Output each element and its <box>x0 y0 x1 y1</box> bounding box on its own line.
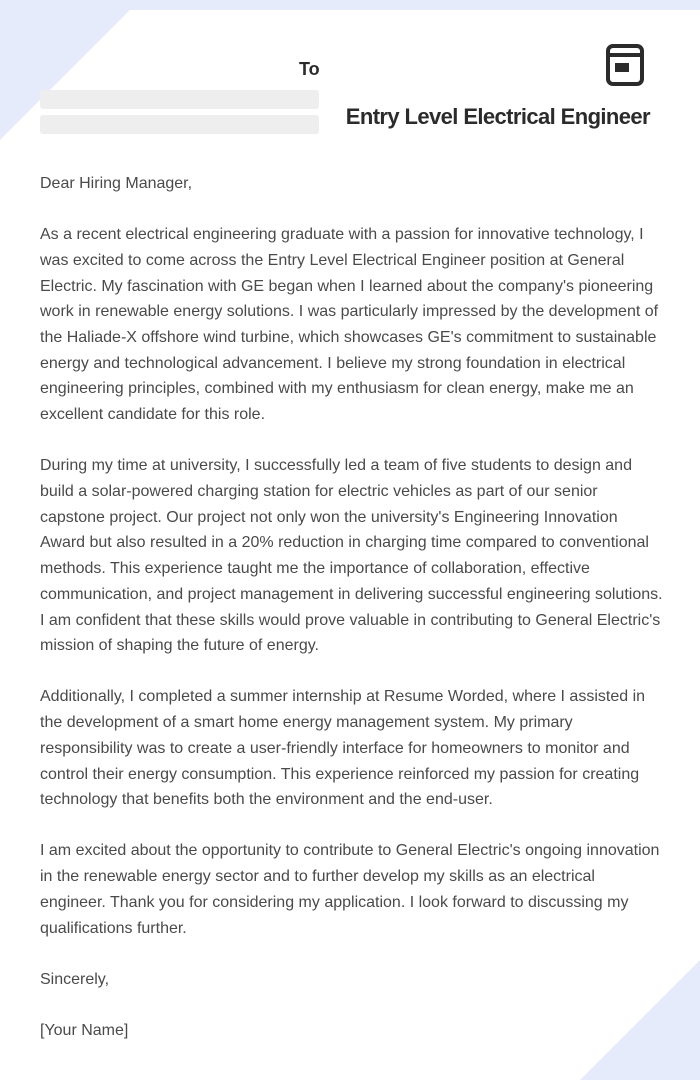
recipient-placeholder-line <box>40 90 319 109</box>
document-icon <box>605 43 645 87</box>
page-title: Entry Level Electrical Engineer <box>345 104 650 129</box>
letter-paragraph: I am excited about the opportunity to contribute to General Electric's ongoing innovation in the renewable energy sector and to further develop my skills as an electrical engineer. Thank you for considering my application. I look forward to discussing my qualifications further. <box>40 842 660 937</box>
letter-body <box>40 171 664 1069</box>
signature: [Your Name] <box>40 1021 129 1039</box>
letter-paragraph: During my time at university, I successfully led a team of five students to design and build a solar-powered charging station for electric vehicles as part of our senior capstone project. Our project not only won the university's Engineering Innovation Award but also resulted in a 20% reduction in charging time compared to conventional methods. This experience taught me the importance of collaboration, effective communication, and project management in delivering successful engineering solutions. I am confident that these skills would prove valuable in contributing to General Electric's mission of shaping the future of energy. <box>40 457 663 655</box>
closing: Sincerely, <box>40 970 110 988</box>
to-label: To <box>299 59 320 79</box>
recipient-placeholder-line <box>40 115 319 134</box>
letter-paragraph: Additionally, I completed a summer internship at Resume Worded, where I assisted in the development of a smart home energy management system. My primary responsibility was to create a user-friendly interface for homeowners to monitor and control their energy consumption. This experience reinforced my passion for creating technology that benefits both the environment and the end-user. <box>40 688 646 809</box>
salutation: Dear Hiring Manager, <box>40 175 193 192</box>
letter-paragraph: As a recent electrical engineering graduate with a passion for innovative technology, I was excited to come across the Entry Level Electrical Engineer position at General Electric. My fascination with GE began when I learned about the company's pioneering work in renewable energy solutions. I was particularly impressed by the development of the Haliade-X offshore wind turbine, which showcases GE's commitment to sustainable energy and technological advancement. I believe my strong foundation in electrical engineering principles, combined with my enthusiasm for clean energy, make me an excellent candidate for this role. <box>40 226 659 424</box>
